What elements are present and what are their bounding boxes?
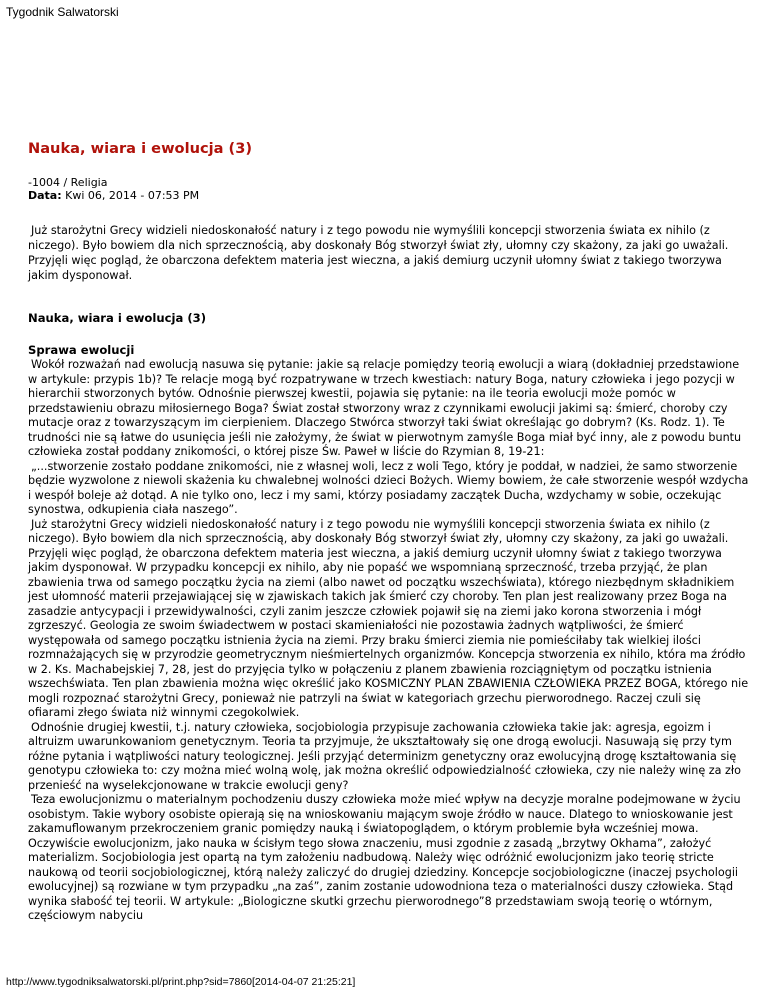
body-paragraph: Odnośnie drugiej kwestii, t.j. natury człowieka, socjobiologia przypisuje zachowania człowieka takie jak: agresja, egoizm i altruizm uwarunkowaniom genetycznym. Teoria ta przyjmuje, że ukształtowały się one drogą ewolucji. Nasuwają się przy tym różne pytania i wątpliwości natury teologicznej. Jeśli przyjąć determinizm genetyczny oraz ewolucyjną drogę kształtowania się genotypu człowieka to: czy można mieć wolną wolę, jak można określić odpowiedzialność człowieka, czy nie należy winę za zło przenieść na wyselekcjonowane w trakcie ewolucji geny?: [28, 720, 741, 792]
article-title: Nauka, wiara i ewolucja (3): [28, 140, 253, 157]
body-paragraph: „...stworzenie zostało poddane znikomości, nie z własnej woli, lecz z woli Tego, który je poddał, w nadziei, że samo stworzenie będzie wyzwolone z niewoli skażenia ku chwalebnej wolności dzieci Bożych. Wiemy bowiem, że całe stworzenie wespół wzdycha i wespół boleje aż dotąd. A nie tylko ono, lecz i my sami, którzy posiadamy zaczątek Ducha, wzdychamy w sobie, oczekując synostwa, odkupienia ciała naszego”.: [28, 459, 749, 516]
article-subtitle: Nauka, wiara i ewolucja (3): [28, 311, 206, 325]
article-meta: [28, 176, 750, 202]
date-line: [28, 189, 750, 202]
article: [28, 140, 750, 924]
print-url-footer: http://www.tygodniksalwatorski.pl/print.php?sid=7860[2014-04-07 21:25:21]: [6, 976, 356, 988]
body-paragraph: Już starożytni Grecy widzieli niedoskonałość natury i z tego powodu nie wymyślili koncepcji stworzenia świata ex nihilo (z niczego). Było bowiem dla nich sprzecznością, aby doskonały Bóg stworzył świat zły, ułomny czy skażony, za jaki go uważali. Przyjęli więc pogląd, że obarczona defektem materia jest wieczna, a jakiś demiurg uczynił ułomny świat z takiego tworzywa jakim dysponował. W przypadku koncepcji ex nihilo, aby nie popaść we wspomnianą sprzeczność, trzeba przyjąć, że plan zbawienia trwa od samego początku życia na ziemi (albo nawet od początku wszechświata), którego niezbędnym składnikiem jest ułomność materii przejawiającej się w zjawiskach takich jak śmierć czy choroby. Ten plan jest realizowany przez Boga na zasadzie antycypacji i przewidywalności, czyli zanim jeszcze człowiek pojawił się na ziemi jako korona stworzenia i mógł zgrzeszyć. Geologia ze swoim świadectwem w postaci skamieniałości nie pozostawia żadnych wątpliwości, że śmierć występowała od samego początku istnienia życia na ziemi. Przy braku śmierci ziemia nie pomieściłaby tak wielkiej ilości rozmnażających się w przyrodzie geometrycznym nieśmiertelnych organizmów. Koncepcja stworzenia ex nihilo, która ma źródło w 2. Ks. Machabejskiej 7, 28, jest do przyjęcia tylko w połączeniu z planem zbawienia rozciągniętym od początku istnienia wszechświata. Ten plan zbawienia można więc określić jako KOSMICZNY PLAN ZBAWIENIA CZŁOWIEKA PRZEZ BOGA, którego nie mogli rozpoznać starożytni Grecy, ponieważ nie patrzyli na świat w kategoriach grzechu pierworodnego. Raczej czuli się ofiarami złego świata niż winnymi czegokolwiek.: [28, 517, 749, 719]
section-title: Sprawa ewolucji: [28, 343, 135, 357]
category-line: -1004 / Religia: [28, 176, 108, 189]
body-paragraph: Teza ewolucjonizmu o materialnym pochodzeniu duszy człowieka może mieć wpływ na decyzje moralne podejmowane w życiu osobistym. Takie wybory osobiste opierają się na wnioskowaniu mającym swoje źródło w nauce. Dlatego to wnioskowanie jest zakamuflowanym przekroczeniem granic pomiędzy nauką i światopoglądem, o którym problemie była wcześniej mowa. Oczywiście ewolucjonizm, jako nauka w ścisłym tego słowa znaczeniu, musi zgodnie z zasadą „brzytwy Okhama”, założyć materializm. Socjobiologia jest opartą na tym założeniu nadbudową. Należy więc odróżnić ewolucjonizm jako teorię stricte naukową od teorii socjobiologicznej, którą należy zaliczyć do drugiej dziedziny. Koncepcje socjobiologiczne (inaczej psychologii ewolucyjnej) są rozwiane w tym przypadku „na zaś”, zanim zostanie udowodniona teza o materialności duszy człowieka. Stąd wynika słabość tej teorii. W artykule: „Biologiczne skutki grzechu pierworodnego”8 przedstawiam swoją teorię o wtórnym, częściowym nabyciu: [28, 793, 741, 922]
date-label: Data:: [28, 189, 62, 202]
site-name: Tygodnik Salwatorski: [6, 5, 119, 19]
article-lead: Już starożytni Grecy widzieli niedoskonałość natury i z tego powodu nie wymyślili koncepcji stworzenia świata ex nihilo (z niczego). Było bowiem dla nich sprzecznością, aby doskonały Bóg stworzył świat zły, ułomny czy skażony, za jaki go uważali. Przyjęli więc pogląd, że obarczona defektem materia jest wieczna, a jakiś demiurg uczynił ułomny świat z takiego tworzywa jakim dysponował.: [28, 224, 729, 282]
body-paragraph: Wokół rozważań nad ewolucją nasuwa się pytanie: jakie są relacje pomiędzy teorią ewolucji a wiarą (dokładniej przedstawione w artykule: przypis 1b)? Te relacje mogą być rozpatrywane w trzech kwestiach: natury Boga, natury człowieka i jego pozycji w hierarchii stworzonych bytów. Odnośnie pierwszej kwestii, pojawia się pytanie: na ile teoria ewolucji może pomóc w przedstawieniu obrazu miłosiernego Boga? Świat został stworzony wraz z czynnikami ewolucji jakimi są: śmierć, choroby czy mutacje oraz z towarzyszącym im cierpieniem. Dlaczego Stwórca stworzył taki świat określając go dobrym? (Ks. Rodz. 1). Te trudności nie są łatwe do usunięcia jeśli nie założymy, że świat w pierwotnym zamyśle Boga miał być inny, ale z powodu buntu człowieka został poddany znikomości, o której pisze Św. Paweł w liście do Rzymian 8, 19-21:: [28, 358, 742, 458]
article-body: [28, 358, 750, 924]
date-value: Kwi 06, 2014 - 07:53 PM: [61, 189, 200, 202]
